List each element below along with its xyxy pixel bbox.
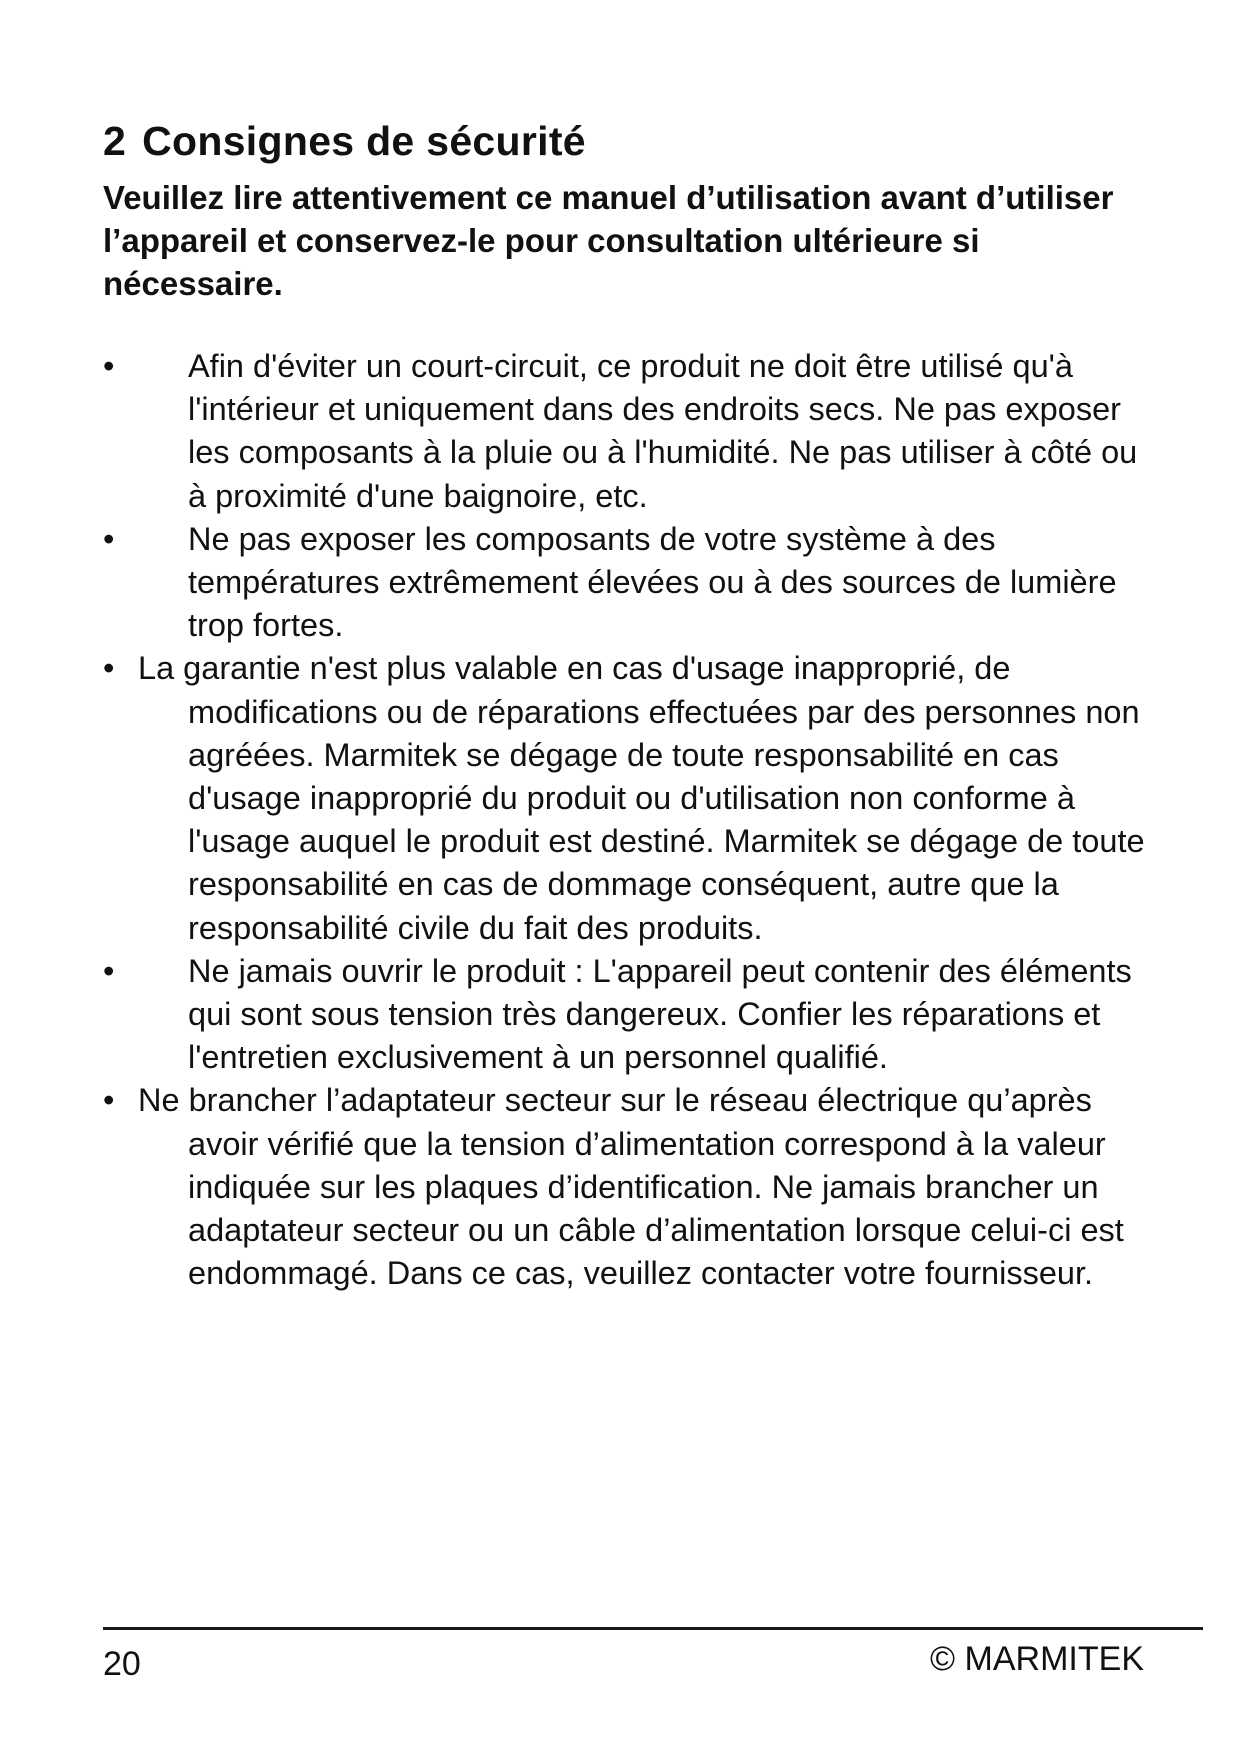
bullet-icon: • [103, 650, 115, 687]
bullet-icon: • [103, 520, 115, 557]
list-item [103, 1079, 1163, 1295]
page-number: 20 [103, 1645, 141, 1683]
list-item-text: Afin d'éviter un court-circuit, ce produit ne doit être utilisé qu'à l'intérieur et uniquement dans des endroits secs. Ne pas exposer les composants à la pluie ou à l'humidité. Ne pas utiliser à côté ou à proximité d'une baignoire, etc. [188, 348, 1138, 514]
footer-divider [103, 1627, 1203, 1630]
list-item [103, 518, 1163, 648]
list-item-text: La garantie n'est plus valable en cas d'usage inapproprié, de modifications ou de réparations effectuées par des personnes non agréées. Marmitek se dégage de toute responsabilité en cas d'usage inapproprié du produit ou d'utilisation non conforme à l'usage auquel le produit est destiné. Marmitek se dégage de toute responsabilité en cas de dommage conséquent, autre que la responsabilité civile du fait des produits. [138, 650, 1145, 946]
list-item-text: Ne pas exposer les composants de votre système à des températures extrêmement élevées ou à des sources de lumière trop fortes. [188, 520, 1117, 644]
list-item-text: Ne brancher l’adaptateur secteur sur le réseau électrique qu’après avoir vérifié que la tension d’alimentation correspond à la valeur indiquée sur les plaques d’identification. Ne jamais brancher un adaptateur secteur ou un câble d’alimentation lorsque celui-ci est endommagé. Dans ce cas, veuillez contacter votre fournisseur. [138, 1082, 1124, 1292]
section-number: 2 [103, 118, 127, 164]
bullet-icon: • [103, 348, 115, 384]
bullet-icon: • [103, 1082, 115, 1119]
intro-paragraph: Veuillez lire attentivement ce manuel d’utilisation avant d’utiliser l’appareil et conservez-le pour consultation ultérieure si nécessaire. [103, 179, 1114, 302]
list-item [103, 647, 1163, 949]
safety-list [103, 345, 1163, 1295]
section-heading [103, 118, 586, 165]
bullet-icon: • [103, 952, 115, 989]
copyright-notice: © MARMITEK [930, 1640, 1144, 1678]
list-item [103, 950, 1163, 1080]
list-item-text: Ne jamais ouvrir le produit : L'appareil peut contenir des éléments qui sont sous tension très dangereux. Confier les réparations et l'entretien exclusivement à un personnel qualifié. [188, 952, 1132, 1076]
section-title: Consignes de sécurité [142, 118, 586, 164]
list-item [103, 345, 1163, 518]
